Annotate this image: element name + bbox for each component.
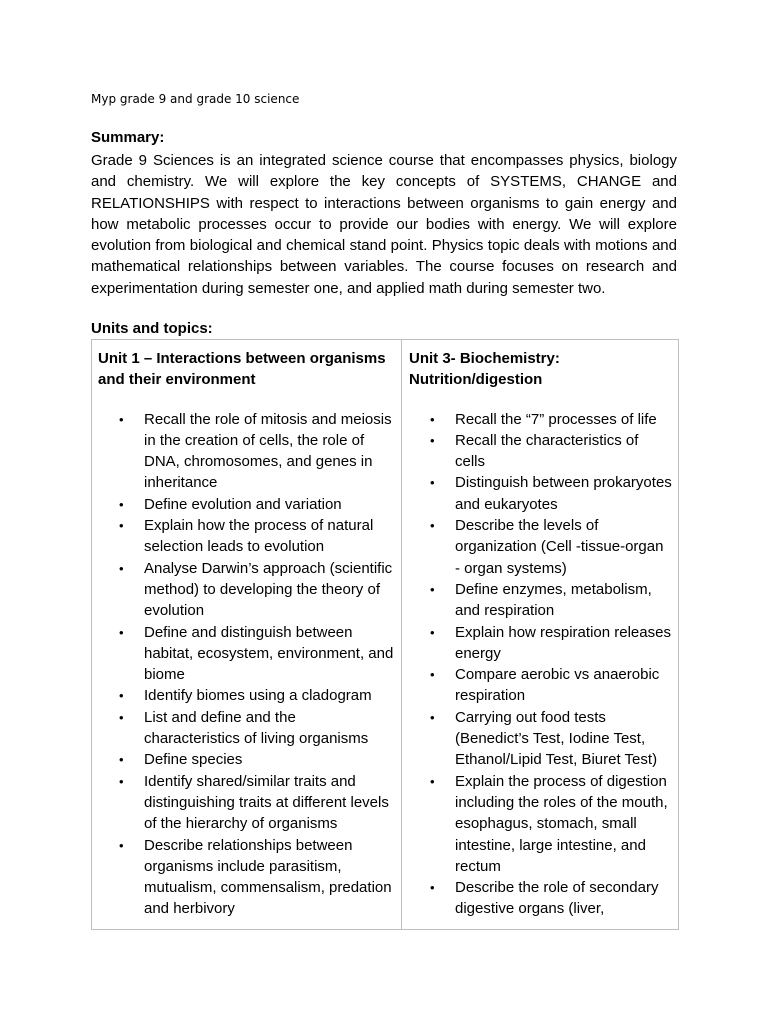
topic-text: Explain the process of digestion including the roles of the mouth, esophagus, stomach, small intestine, large intestine, and rectum xyxy=(455,772,668,875)
bullet-icon: • xyxy=(430,709,435,725)
topic-item xyxy=(98,835,395,920)
unit-3-column xyxy=(402,340,678,929)
topic-text: Distinguish between prokaryotes and eukaryotes xyxy=(455,474,672,513)
topic-text: Recall the “7” processes of life xyxy=(455,410,657,428)
topic-text: Describe the role of secondary digestive organs (liver, xyxy=(455,879,659,918)
document-header: Myp grade 9 and grade 10 science xyxy=(91,92,300,106)
topic-item xyxy=(409,579,672,622)
topic-text: Recall the role of mitosis and meiosis in the creation of cells, the role of DNA, chromosomes, and genes in inheritance xyxy=(144,410,392,492)
unit-1-column xyxy=(92,340,402,929)
topic-item xyxy=(409,472,672,515)
unit-1-title: Unit 1 – Interactions between organisms and their environment xyxy=(98,350,386,389)
topic-text: Analyse Darwin’s approach (scientific method) to developing the theory of evolution xyxy=(144,559,393,620)
topic-text: Describe relationships between organisms include parasitism, mutualism, commensalism, predation and herbivory xyxy=(144,836,392,918)
topic-text: Identify biomes using a cladogram xyxy=(144,687,372,705)
units-table xyxy=(91,339,679,930)
bullet-icon: • xyxy=(430,581,435,597)
summary-heading: Summary: xyxy=(91,129,165,146)
topic-text: Define enzymes, metabolism, and respiration xyxy=(455,580,652,620)
topic-text: List and define and the characteristics of living organisms xyxy=(144,708,369,748)
topic-item xyxy=(98,749,395,770)
bullet-icon: • xyxy=(119,411,124,427)
topic-text: Explain how respiration releases energy xyxy=(455,623,671,662)
topic-text: Define evolution and variation xyxy=(144,495,342,513)
topic-item xyxy=(98,685,395,706)
topic-text: Identify shared/similar traits and distinguishing traits at different levels of the hierarchy of organisms xyxy=(144,772,389,833)
topic-item xyxy=(409,771,672,877)
topic-text: Define species xyxy=(144,751,243,769)
topic-text: Define and distinguish between habitat, ecosystem, environment, and biome xyxy=(144,623,394,684)
topic-item xyxy=(409,622,672,665)
topic-text: Compare aerobic vs anaerobic respiration xyxy=(455,666,660,705)
topic-item xyxy=(98,515,395,558)
bullet-icon: • xyxy=(430,518,435,534)
unit-3-title: Unit 3- Biochemistry: Nutrition/digestion xyxy=(409,350,560,389)
topic-item xyxy=(98,707,395,750)
topic-text: Carrying out food tests (Benedict’s Test, Iodine Test, Ethanol/Lipid Test, Biuret Test) xyxy=(455,708,658,769)
topic-item xyxy=(98,409,395,494)
bullet-icon: • xyxy=(430,475,435,491)
bullet-icon: • xyxy=(119,496,124,512)
bullet-icon: • xyxy=(119,709,124,725)
topic-item xyxy=(98,771,395,835)
bullet-icon: • xyxy=(119,752,124,768)
bullet-icon: • xyxy=(430,432,435,448)
topic-text: Describe the levels of organization (Cell -tissue-organ - organ systems) xyxy=(455,517,664,577)
bullet-icon: • xyxy=(430,667,435,683)
topic-item xyxy=(409,664,672,707)
units-heading: Units and topics: xyxy=(91,320,213,337)
bullet-icon: • xyxy=(430,773,435,789)
topic-item xyxy=(409,409,672,430)
topic-item xyxy=(98,494,395,515)
unit-3-topic-list xyxy=(409,409,672,920)
bullet-icon: • xyxy=(430,624,435,640)
bullet-icon: • xyxy=(119,518,124,534)
bullet-icon: • xyxy=(119,624,124,640)
bullet-icon: • xyxy=(119,688,124,704)
bullet-icon: • xyxy=(430,880,435,896)
topic-item xyxy=(98,558,395,622)
topic-text: Recall the characteristics of cells xyxy=(455,431,639,471)
unit-1-topic-list xyxy=(98,409,395,920)
summary-paragraph: Grade 9 Sciences is an integrated science course that encompasses physics, biology and chemistry. We will explore the key concepts of SYSTEMS, CHANGE and RELATIONSHIPS with respect to interactions between organisms to gain energy and how metabolic processes occur to provide our bodies with energy. We will explore evolution from biological and chemical stand point. Physics topic deals with motions and mathematical relationships between variables. The course focuses on research and experimentation during semester one, and applied math during semester two. xyxy=(91,152,677,297)
topic-text: Explain how the process of natural selection leads to evolution xyxy=(144,517,374,556)
topic-item xyxy=(409,515,672,579)
bullet-icon: • xyxy=(119,773,124,789)
topic-item xyxy=(409,430,672,473)
topic-item xyxy=(98,622,395,686)
bullet-icon: • xyxy=(119,560,124,576)
topic-item xyxy=(409,707,672,771)
topic-item xyxy=(409,877,672,920)
bullet-icon: • xyxy=(430,411,435,427)
bullet-icon: • xyxy=(119,837,124,853)
